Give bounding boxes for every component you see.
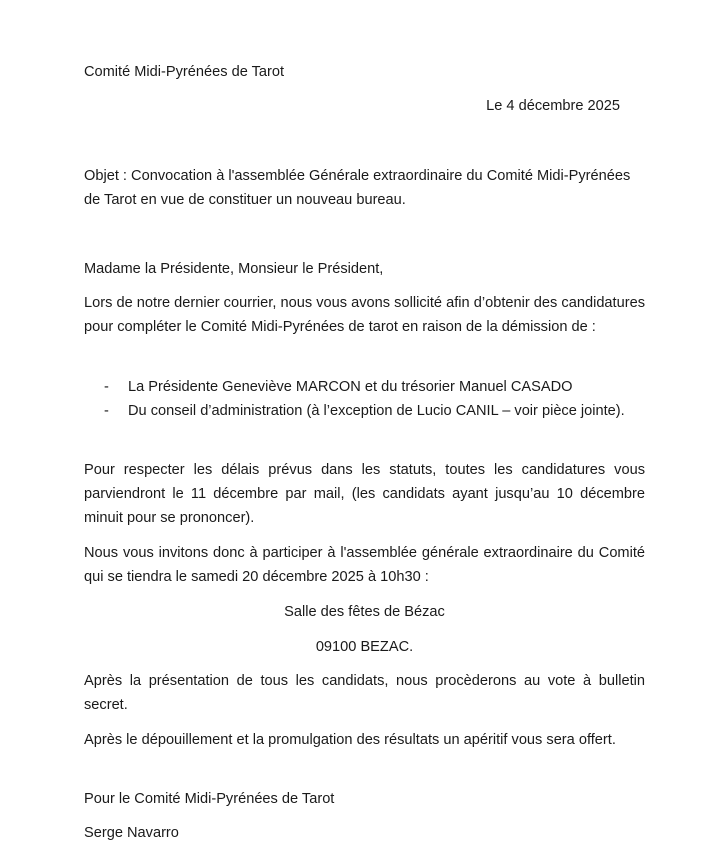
salutation: Madame la Présidente, Monsieur le Président, (84, 261, 384, 277)
sender-line: Comité Midi-Pyrénées de Tarot (84, 64, 285, 80)
resignation-list (84, 375, 645, 423)
paragraph-vote: Après la présentation de tous les candidats, nous procèderons au vote à bulletin secret. (84, 673, 645, 713)
list-item-text: Du conseil d’administration (à l’exception de Lucio CANIL – voir pièce jointe). (128, 403, 625, 419)
signature: Serge Navarro (84, 825, 179, 841)
paragraph-request: Lors de notre dernier courrier, nous vous avons sollicité afin d’obtenir des candidatures pour compléter le Comité Midi-Pyrénées de tarot en raison de la démission de : (84, 295, 645, 335)
bullet-dash: - (104, 403, 109, 419)
subject-line: Objet : Convocation à l'assemblée Générale extraordinaire du Comité Midi-Pyrénées de Tarot en vue de constituer un nouveau bureau. (84, 168, 631, 208)
paragraph-deadlines: Pour respecter les délais prévus dans les statuts, toutes les candidatures vous parviendront le 11 décembre par mail, (les candidats ayant jusqu’au 10 décembre minuit pour se prononcer). (84, 462, 645, 526)
paragraph-aperitif: Après le dépouillement et la promulgation des résultats un apéritif vous sera offert. (84, 732, 616, 748)
list-item-text: La Présidente Geneviève MARCON et du trésorier Manuel CASADO (128, 379, 573, 395)
venue-city: 09100 BEZAC. (315, 639, 414, 655)
closing-line: Pour le Comité Midi-Pyrénées de Tarot (84, 791, 335, 807)
paragraph-invitation: Nous vous invitons donc à participer à l'assemblée générale extraordinaire du Comité qui se tiendra le samedi 20 décembre 2025 à 10h30 : (84, 545, 645, 585)
date-line: Le 4 décembre 2025 (486, 98, 620, 114)
bullet-dash: - (104, 379, 109, 395)
list-item (84, 375, 645, 399)
venue-name: Salle des fêtes de Bézac (284, 604, 445, 620)
list-item (84, 399, 645, 423)
